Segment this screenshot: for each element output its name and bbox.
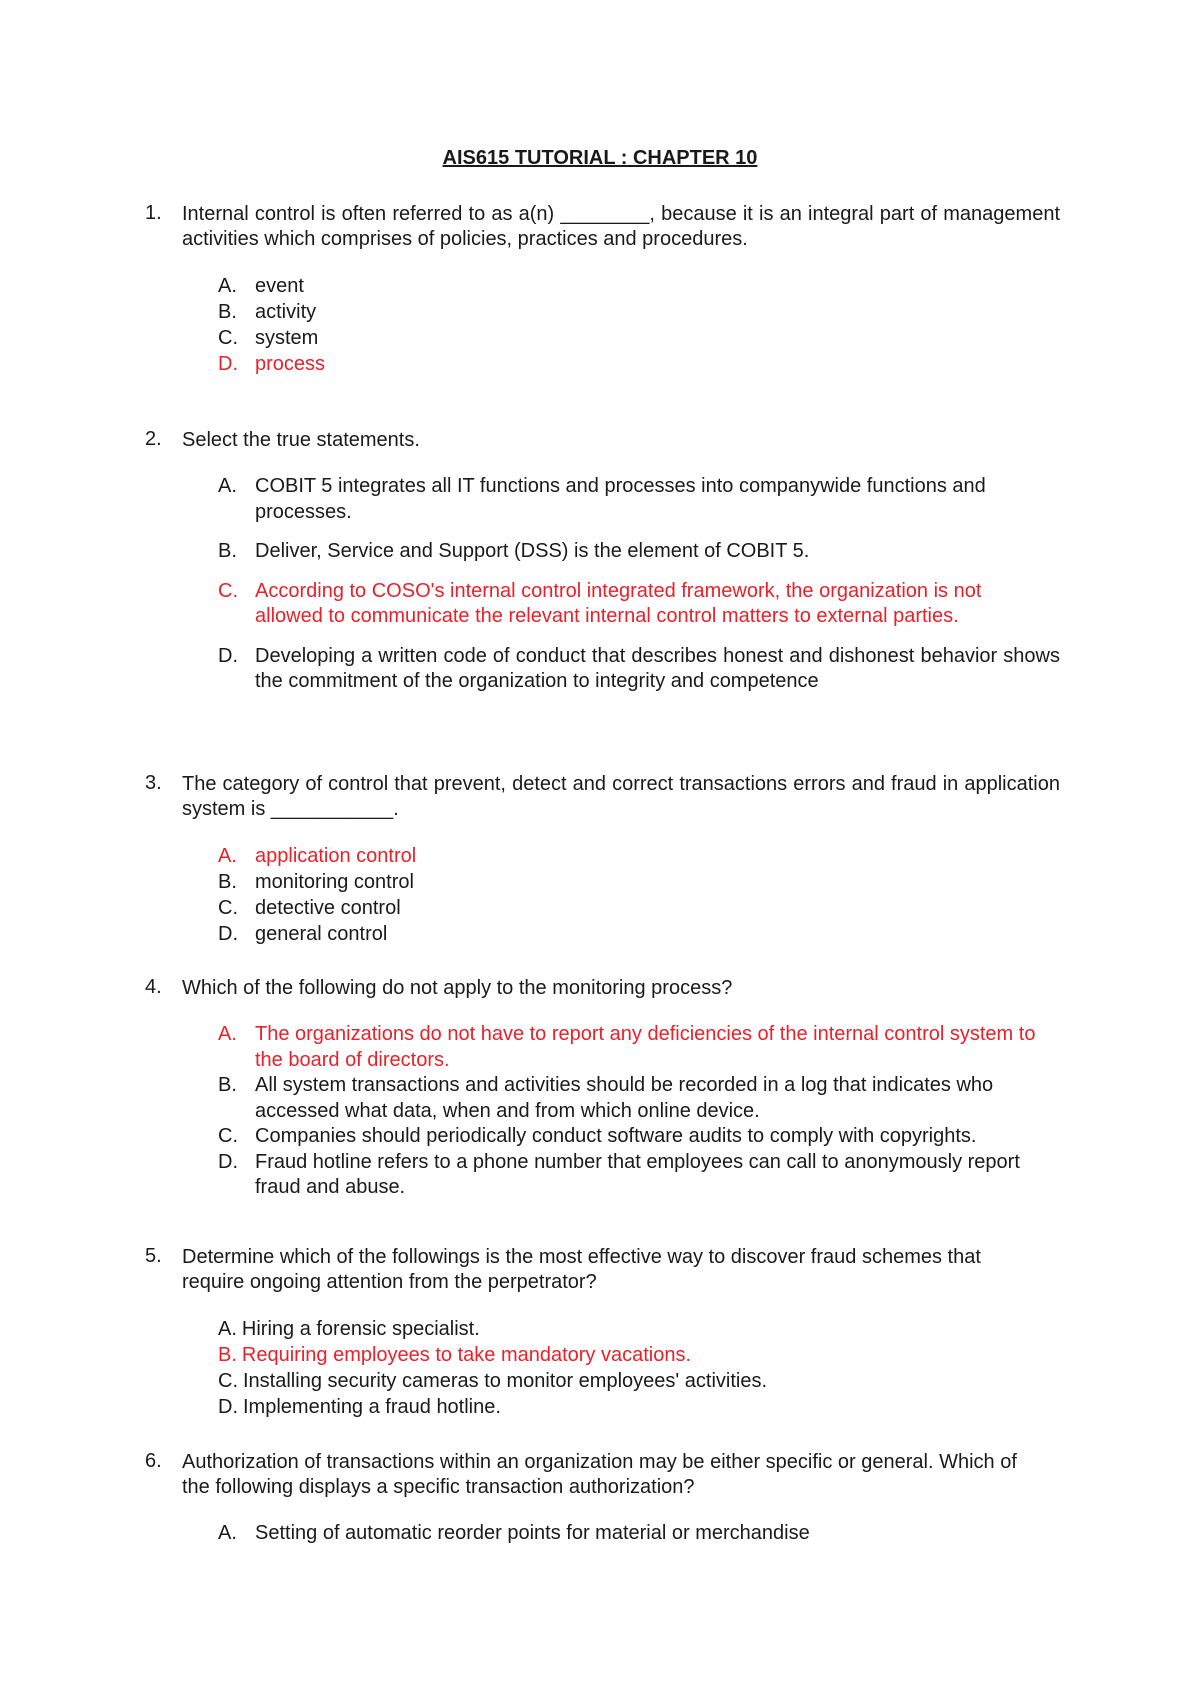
option-text: Deliver, Service and Support (DSS) is the element of COBIT 5. (255, 540, 810, 562)
option-c (218, 1124, 1060, 1150)
question-1 (145, 202, 1060, 377)
question-number: 6. (145, 1450, 162, 1472)
option-a (218, 474, 1060, 525)
question-number: 2. (145, 428, 162, 450)
question-number: 4. (145, 976, 162, 998)
option-label: B. (218, 1074, 237, 1096)
option-label: A. (218, 1522, 237, 1544)
option-label: C. (218, 1125, 238, 1147)
option-label: D. (218, 1150, 238, 1173)
option-c (218, 1368, 1060, 1394)
question-text: Select the true statements. (182, 429, 420, 451)
question-number: 1. (145, 202, 162, 224)
question-text: Internal control is often referred to as a(n) ________, because it is an integral part of management activities which comprises of policies, practices and procedures. (182, 203, 1060, 250)
question-text: Authorization of transactions within an organization may be either specific or general. Which of the following displays a specific transaction authorization? (182, 1451, 1017, 1498)
option-text: Implementing a fraud hotline. (243, 1396, 501, 1418)
options-list (218, 1521, 1060, 1547)
question-2 (145, 428, 1060, 695)
option-text: detective control (255, 897, 401, 919)
question-number: 3. (145, 772, 162, 794)
option-text: The organizations do not have to report any deficiencies of the internal control system to the board of directors. (255, 1023, 1036, 1071)
question-6 (145, 1450, 1060, 1547)
option-label: A. (218, 275, 237, 297)
option-b (218, 869, 1060, 895)
option-text: According to COSO's internal control integrated framework, the organization is not allowed to communicate the relevant internal control matters to external parties. (255, 579, 982, 627)
option-d (218, 921, 1060, 947)
option-text: Fraud hotline refers to a phone number that employees can call to anonymously report fraud and abuse. (255, 1150, 1020, 1198)
option-text: monitoring control (255, 871, 414, 893)
option-b (218, 539, 1060, 565)
option-label: C. (218, 327, 238, 349)
option-text: general control (255, 923, 388, 945)
option-label: A. (218, 475, 237, 497)
option-label: B. (218, 540, 237, 562)
option-c (218, 325, 1060, 351)
question-text: Determine which of the followings is the most effective way to discover fraud schemes that require ongoing attention from the perpetrator? (182, 1246, 981, 1293)
option-d-answer (218, 351, 1060, 377)
page-title: AIS615 TUTORIAL : CHAPTER 10 (442, 147, 758, 169)
option-text: event (255, 275, 304, 297)
question-5 (145, 1245, 1060, 1420)
option-text: Developing a written code of conduct that describes honest and dishonest behavior shows the commitment of the organization to integrity and competence (255, 644, 1060, 692)
option-label: A. (218, 1023, 237, 1045)
option-label: A. (218, 845, 237, 867)
option-text: Setting of automatic reorder points for material or merchandise (255, 1522, 810, 1544)
option-label: D. (218, 1396, 238, 1418)
option-text: process (255, 353, 326, 375)
options-list (218, 1316, 1060, 1420)
option-a-answer (218, 1022, 1060, 1073)
option-text: system (255, 327, 319, 349)
option-a-answer (218, 843, 1060, 869)
option-text: activity (255, 301, 317, 323)
option-text: Hiring a forensic specialist. (241, 1318, 480, 1340)
option-d (218, 1150, 1060, 1201)
question-3 (145, 772, 1060, 947)
option-b-answer (218, 1342, 1060, 1368)
options-list (218, 843, 1060, 947)
option-text: Companies should periodically conduct software audits to comply with copyrights. (255, 1125, 977, 1147)
option-text: COBIT 5 integrates all IT functions and processes into companywide functions and processes. (255, 475, 986, 523)
question-number: 5. (145, 1245, 162, 1267)
option-text: Installing security cameras to monitor employees' activities. (243, 1370, 768, 1392)
option-d (218, 644, 1060, 695)
option-a (218, 1521, 1060, 1547)
option-label: B. (218, 871, 237, 893)
option-label: B. (218, 301, 237, 323)
option-label: D. (218, 353, 238, 375)
option-c (218, 895, 1060, 921)
option-label: C. (218, 897, 238, 919)
options-list (218, 1022, 1060, 1201)
option-label: D. (218, 644, 238, 667)
option-text: application control (255, 845, 417, 867)
option-text: All system transactions and activities should be recorded in a log that indicates who accessed what data, when and from which online device. (255, 1074, 994, 1122)
option-c-answer (218, 579, 1060, 630)
option-b (218, 299, 1060, 325)
option-text: Requiring employees to take mandatory vacations. (241, 1344, 692, 1366)
options-list (218, 474, 1060, 695)
option-d (218, 1394, 1060, 1420)
question-text: The category of control that prevent, detect and correct transactions errors and fraud in application system is ___________. (182, 773, 1060, 820)
option-a (218, 273, 1060, 299)
option-label: D. (218, 923, 238, 945)
option-label: A. (218, 1318, 237, 1340)
option-a (218, 1316, 1060, 1342)
question-text: Which of the following do not apply to the monitoring process? (182, 977, 733, 999)
option-label: B. (218, 1344, 237, 1366)
option-label: C. (218, 579, 238, 602)
option-b (218, 1073, 1060, 1124)
options-list (218, 273, 1060, 377)
option-label: C. (218, 1370, 238, 1392)
question-4 (145, 976, 1060, 1201)
